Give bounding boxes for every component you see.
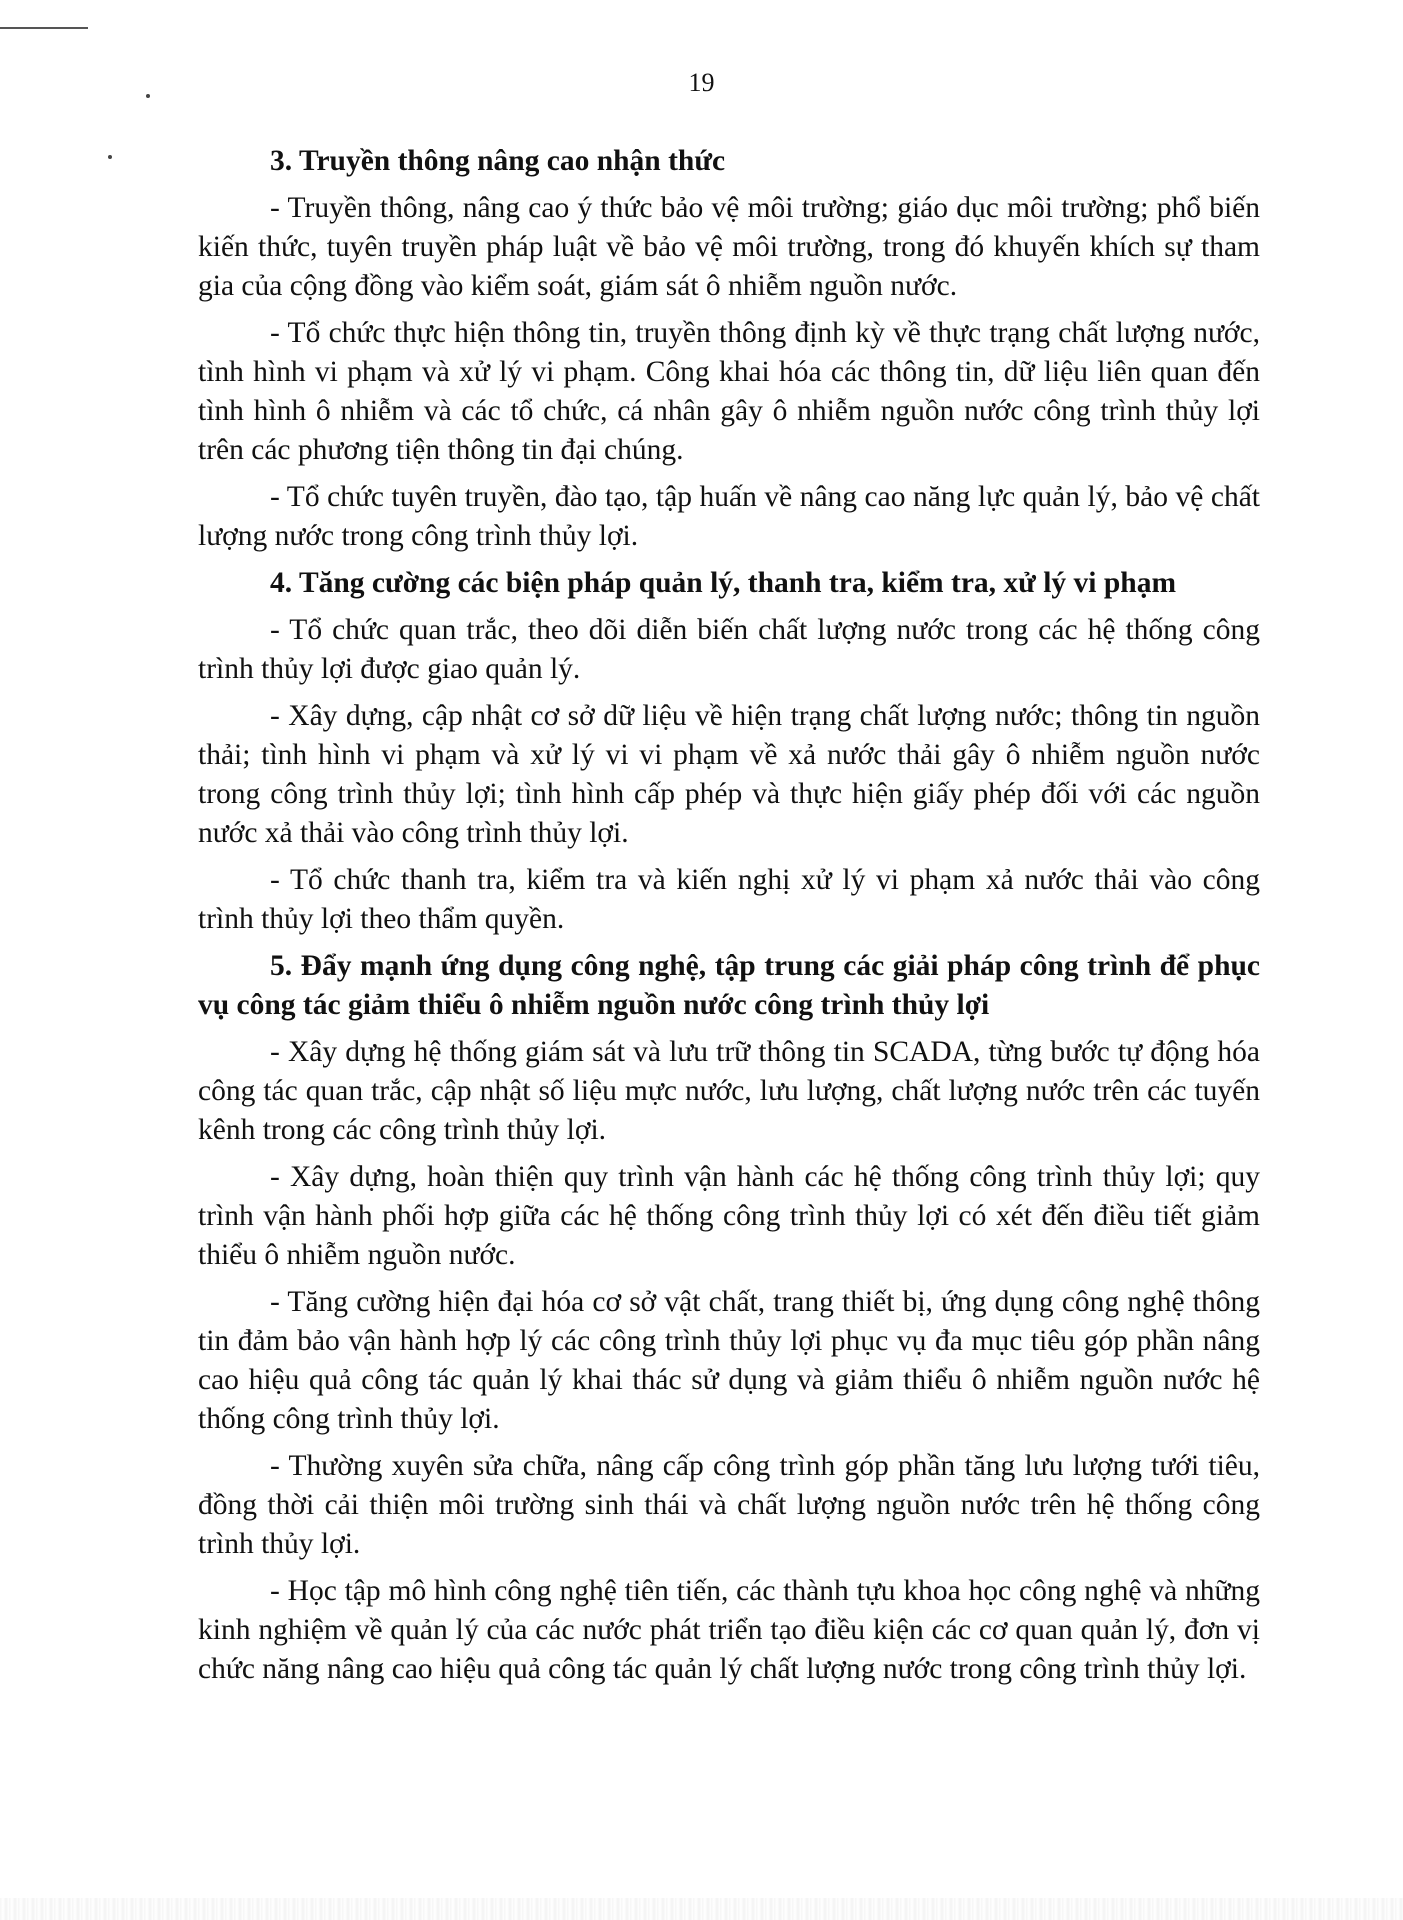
paragraph: - Xây dựng, hoàn thiện quy trình vận hành các hệ thống công trình thủy lợi; quy trình vận hành phối hợp giữa các hệ thống công trình thủy lợi có xét đến điều tiết giảm thiểu ô nhiễm nguồn nước. xyxy=(198,1161,1260,1271)
paragraph: - Xây dựng hệ thống giám sát và lưu trữ thông tin SCADA, từng bước tự động hóa công tác quan trắc, cập nhật số liệu mực nước, lưu lượng, chất lượng nước trên các tuyến kênh trong các công trình thủy lợi. xyxy=(198,1036,1260,1146)
section-heading: 4. Tăng cường các biện pháp quản lý, thanh tra, kiểm tra, xử lý vi phạm xyxy=(270,567,1177,599)
paragraph: - Tổ chức tuyên truyền, đào tạo, tập huấn về nâng cao năng lực quản lý, bảo vệ chất lượng nước trong công trình thủy lợi. xyxy=(198,481,1260,552)
paragraph: - Xây dựng, cập nhật cơ sở dữ liệu về hiện trạng chất lượng nước; thông tin nguồn thải; tình hình vi phạm và xử lý vi vi phạm về xả nước thải gây ô nhiễm nguồn nước trong công trình thủy lợi; tình hình cấp phép và thực hiện giấy phép đối với các nguồn nước xả thải vào công trình thủy lợi. xyxy=(198,700,1260,849)
paragraph: - Học tập mô hình công nghệ tiên tiến, các thành tựu khoa học công nghệ và những kinh nghiệm về quản lý của các nước phát triển tạo điều kiện các cơ quan quản lý, đơn vị chức năng nâng cao hiệu quả công tác quản lý chất lượng nước trong công trình thủy lợi. xyxy=(198,1575,1260,1685)
paragraph: - Thường xuyên sửa chữa, nâng cấp công trình góp phần tăng lưu lượng tưới tiêu, đồng thời cải thiện môi trường sinh thái và chất lượng nguồn nước trên hệ thống công trình thủy lợi. xyxy=(198,1450,1260,1560)
section-4 xyxy=(198,564,1260,939)
document-body xyxy=(198,142,1260,1697)
paragraph: - Tăng cường hiện đại hóa cơ sở vật chất, trang thiết bị, ứng dụng công nghệ thông tin đảm bảo vận hành hợp lý các công trình thủy lợi phục vụ đa mục tiêu góp phần nâng cao hiệu quả công tác quản lý khai thác sử dụng và giảm thiểu ô nhiễm nguồn nước hệ thống công trình thủy lợi. xyxy=(198,1286,1260,1435)
scan-dot xyxy=(108,155,112,159)
section-heading: 3. Truyền thông nâng cao nhận thức xyxy=(270,145,726,177)
section-5 xyxy=(198,947,1260,1689)
paragraph: - Tổ chức quan trắc, theo dõi diễn biến chất lượng nước trong các hệ thống công trình thủy lợi được giao quản lý. xyxy=(198,614,1260,685)
section-heading: 5. Đẩy mạnh ứng dụng công nghệ, tập trung các giải pháp công trình để phục vụ công tác giảm thiểu ô nhiễm nguồn nước công trình thủy lợi xyxy=(198,950,1260,1021)
page-number: 19 xyxy=(688,68,715,97)
section-3 xyxy=(198,142,1260,556)
paragraph: - Tổ chức thanh tra, kiểm tra và kiến nghị xử lý vi phạm xả nước thải vào công trình thủy lợi theo thẩm quyền. xyxy=(198,864,1260,935)
paragraph: - Truyền thông, nâng cao ý thức bảo vệ môi trường; giáo dục môi trường; phổ biến kiến thức, tuyên truyền pháp luật về bảo vệ môi trường, trong đó khuyến khích sự tham gia của cộng đồng vào kiểm soát, giám sát ô nhiễm nguồn nước. xyxy=(198,192,1260,302)
scan-edge-line xyxy=(0,27,88,29)
scan-footer-noise xyxy=(0,1898,1403,1920)
paragraph: - Tổ chức thực hiện thông tin, truyền thông định kỳ về thực trạng chất lượng nước, tình hình vi phạm và xử lý vi phạm. Công khai hóa các thông tin, dữ liệu liên quan đến tình hình ô nhiễm và các tổ chức, cá nhân gây ô nhiễm nguồn nước công trình thủy lợi trên các phương tiện thông tin đại chúng. xyxy=(198,317,1260,466)
